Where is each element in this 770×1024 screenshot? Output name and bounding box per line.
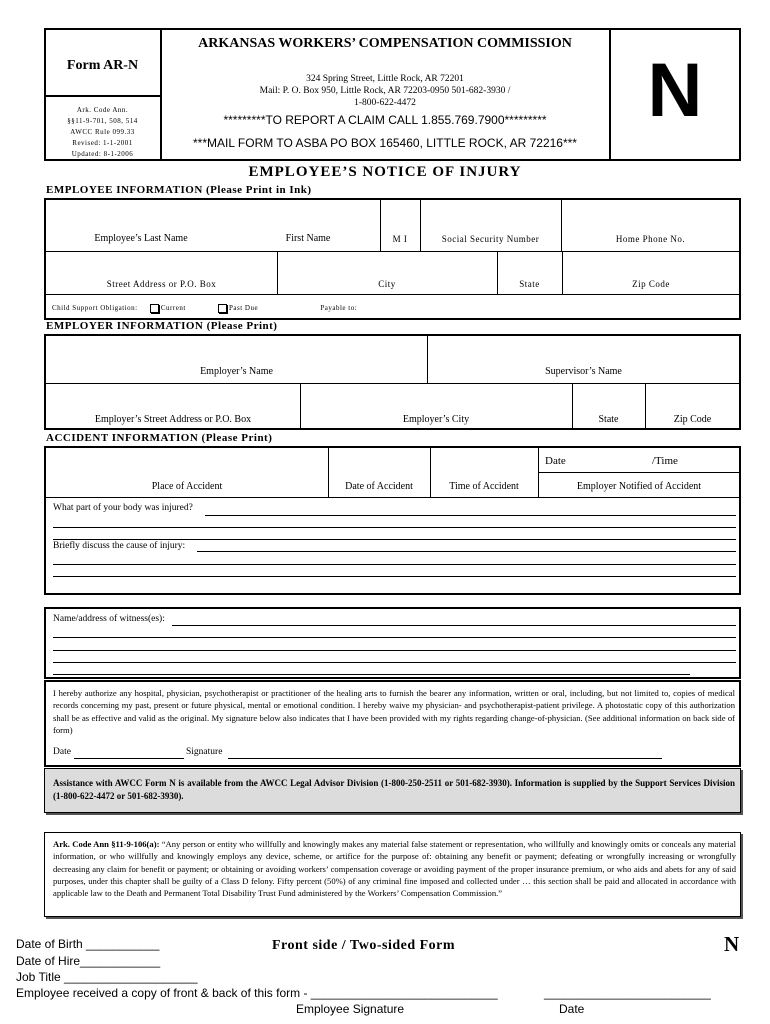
answer-line[interactable] bbox=[53, 539, 736, 540]
current-checkbox[interactable] bbox=[150, 304, 186, 312]
code-line: Ark. Code Ann. bbox=[76, 106, 129, 114]
payable-to-label: Payable to: bbox=[320, 304, 358, 313]
code-line: Revised: 1-1-2001 bbox=[72, 139, 133, 147]
authorization-date-line[interactable] bbox=[74, 758, 184, 759]
current-label: Current bbox=[160, 304, 186, 313]
footer-date-of-birth: Date of Birth ___________ bbox=[16, 937, 160, 951]
place-of-accident-field[interactable] bbox=[50, 452, 324, 470]
employer-zip-field[interactable] bbox=[649, 388, 737, 404]
code-lines bbox=[46, 105, 159, 160]
supervisor-name-field[interactable] bbox=[431, 340, 736, 358]
answer-line[interactable] bbox=[197, 551, 736, 552]
witness-line[interactable] bbox=[53, 662, 736, 663]
witness-label: Name/address of witness(es): bbox=[53, 614, 165, 624]
label-employer-notified: Employer Notified of Accident bbox=[576, 481, 702, 492]
footer-copy-received: Employee received a copy of front & back of this form - ____________________________ bbox=[16, 986, 498, 1000]
answer-line[interactable] bbox=[53, 564, 736, 565]
footer-date-blank: _________________________ bbox=[544, 986, 711, 1000]
employer-street-field[interactable] bbox=[50, 388, 296, 404]
label-street: Street Address or P.O. Box bbox=[106, 279, 217, 289]
employer-state-field[interactable] bbox=[576, 388, 641, 404]
ssn-field[interactable] bbox=[424, 205, 557, 223]
footer-date-label: Date bbox=[559, 1002, 585, 1016]
witness-line[interactable] bbox=[172, 625, 736, 626]
answer-line[interactable] bbox=[53, 576, 736, 577]
label-last-name: Employee’s Last Name bbox=[94, 233, 188, 244]
checkbox-icon bbox=[150, 304, 159, 313]
code-line: AWCC Rule 099.33 bbox=[70, 128, 135, 136]
time-of-accident-field[interactable] bbox=[434, 452, 534, 470]
label-home-phone: Home Phone No. bbox=[615, 234, 686, 244]
employee-last-name-field[interactable] bbox=[50, 205, 278, 223]
child-support-row bbox=[52, 304, 732, 313]
answer-line[interactable] bbox=[205, 515, 736, 516]
authorization-text: I hereby authorize any hospital, physician, psychotherapist or practitioner of the healing arts to furnish the bearer any information, written or oral, including, but not limited to, copies of medical records concerning my past, present or future physical, mental or emotional condition. I hereby waive my physician- and psychotherapist-patient privilege. A photostatic copy of this authorization shall be as effective and valid as the original. My signature below also indicates that I have been provided with my rights regarding change-of-physician. (See additional information on back side of form) bbox=[53, 688, 735, 736]
form-letter-n: N bbox=[647, 48, 703, 133]
agency-address bbox=[162, 73, 608, 109]
employer-name-field[interactable] bbox=[50, 340, 423, 358]
label-city: City bbox=[378, 279, 396, 289]
assistance-text: Assistance with AWCC Form N is available from the AWCC Legal Advisor Division (1-800-250-2511 or 501-682-3930). Information is supplied by the Support Services Division (1-800-622-4472 or 501-682-3930). bbox=[53, 778, 735, 801]
accident-row-line bbox=[45, 497, 740, 498]
employee-signature-label: Employee Signature bbox=[296, 1002, 405, 1016]
notified-time-label: /Time bbox=[652, 455, 678, 467]
label-date-of-accident: Date of Accident bbox=[345, 481, 413, 492]
employee-mi-field[interactable] bbox=[383, 205, 417, 223]
address-line: 1-800-622-4472 bbox=[354, 98, 416, 108]
past-due-label: Past Due bbox=[229, 304, 259, 313]
employee-street-field[interactable] bbox=[50, 256, 273, 272]
label-state: State bbox=[519, 279, 540, 289]
address-line: Mail: P. O. Box 950, Little Rock, AR 72203-0950 501-682-3930 / bbox=[259, 86, 511, 96]
notified-date-label: Date bbox=[545, 455, 566, 467]
employer-row-line bbox=[45, 383, 740, 384]
witness-line[interactable] bbox=[53, 637, 736, 638]
employee-state-field[interactable] bbox=[501, 256, 559, 272]
statute-body: “Any person or entity who willfully and knowingly makes any material false statement or representation, who willfully and knowingly omits or conceals any material information, or who willfully and knowingly employs any device, scheme, or artifice for the purpose of: obtaining any benefit or payment; defeating or wrongfully increasing or wrongfully decreasing any claim for benefit or payment; or obtaining or avoiding workers’ compensation coverage or avoiding payment of the proper insurance premium, or who aids and abets for any of said purposes, under this chapter shall be guilty of a Class D felony. Fifty percent (50%) of any criminal fine imposed and collected under … this section shall be paid and allocated in accordance with applicable law to the Death and Permanent Total Disability Trust Fund administered by the Workers’ Compensation Commission.” bbox=[53, 839, 736, 899]
footer-date-of-hire: Date of Hire____________ bbox=[16, 954, 161, 968]
label-zip: Zip Code bbox=[632, 279, 670, 289]
front-side-label: Front side / Two-sided Form bbox=[272, 938, 456, 953]
address-line: 324 Spring Street, Little Rock, AR 72201 bbox=[306, 74, 464, 84]
label-employer-state: State bbox=[598, 414, 619, 425]
date-of-accident-field[interactable] bbox=[332, 452, 426, 470]
checkbox-icon bbox=[218, 304, 227, 313]
body-part-question: What part of your body was injured? bbox=[53, 503, 193, 513]
employee-first-name-field[interactable] bbox=[282, 205, 376, 223]
employee-city-field[interactable] bbox=[281, 256, 493, 272]
past-due-checkbox[interactable] bbox=[218, 304, 258, 312]
footer-letter-n: N bbox=[724, 932, 740, 956]
page-title: EMPLOYEE’S NOTICE OF INJURY bbox=[248, 164, 522, 180]
label-place: Place of Accident bbox=[151, 481, 223, 492]
agency-name: ARKANSAS WORKERS’ COMPENSATION COMMISSION bbox=[198, 36, 572, 51]
form-name: Form AR-N bbox=[66, 58, 139, 73]
employee-row-line bbox=[45, 294, 740, 295]
witness-line[interactable] bbox=[53, 674, 690, 675]
header-left-split bbox=[45, 95, 160, 97]
home-phone-field[interactable] bbox=[565, 205, 737, 223]
label-first-name: First Name bbox=[285, 233, 331, 244]
label-employer-street: Employer’s Street Address or P.O. Box bbox=[94, 414, 252, 425]
claim-call-notice: *********TO REPORT A CLAIM CALL 1.855.769.7900********* bbox=[223, 113, 547, 127]
label-time-of-accident: Time of Accident bbox=[449, 481, 519, 492]
employee-zip-field[interactable] bbox=[566, 256, 736, 272]
label-supervisor: Supervisor’s Name bbox=[545, 366, 622, 377]
statute-text bbox=[53, 838, 736, 899]
label-mi: M I bbox=[392, 234, 408, 244]
authorization-signature-label: Signature bbox=[186, 747, 223, 757]
authorization-signature-line[interactable] bbox=[228, 758, 662, 759]
mail-form-notice: ***MAIL FORM TO ASBA PO BOX 165460, LITTLE ROCK, AR 72216*** bbox=[193, 136, 577, 150]
label-employer-zip: Zip Code bbox=[673, 414, 712, 425]
employer-city-field[interactable] bbox=[304, 388, 568, 404]
label-employer-city: Employer’s City bbox=[402, 414, 470, 425]
date-time-underline bbox=[539, 472, 739, 473]
statute-citation: Ark. Code Ann §11-9-106(a): bbox=[53, 839, 160, 849]
label-employer-name: Employer’s Name bbox=[200, 366, 273, 377]
code-line: Updated: 8-1-2006 bbox=[71, 150, 134, 158]
authorization-date-label: Date bbox=[53, 747, 71, 757]
footer-job-title: Job Title ____________________ bbox=[16, 970, 198, 984]
employee-section-heading: EMPLOYEE INFORMATION (Please Print in Ink) bbox=[46, 184, 312, 196]
answer-line[interactable] bbox=[53, 527, 736, 528]
child-support-label: Child Support Obligation: bbox=[52, 304, 138, 313]
code-line: §§11-9-701, 508, 514 bbox=[67, 117, 138, 125]
label-ssn: Social Security Number bbox=[441, 234, 540, 244]
employee-row-line bbox=[45, 251, 740, 252]
employer-section-heading: EMPLOYER INFORMATION (Please Print) bbox=[46, 320, 278, 332]
witness-line[interactable] bbox=[53, 650, 736, 651]
accident-section-heading: ACCIDENT INFORMATION (Please Print) bbox=[46, 432, 273, 444]
cause-question: Briefly discuss the cause of injury: bbox=[53, 541, 186, 551]
